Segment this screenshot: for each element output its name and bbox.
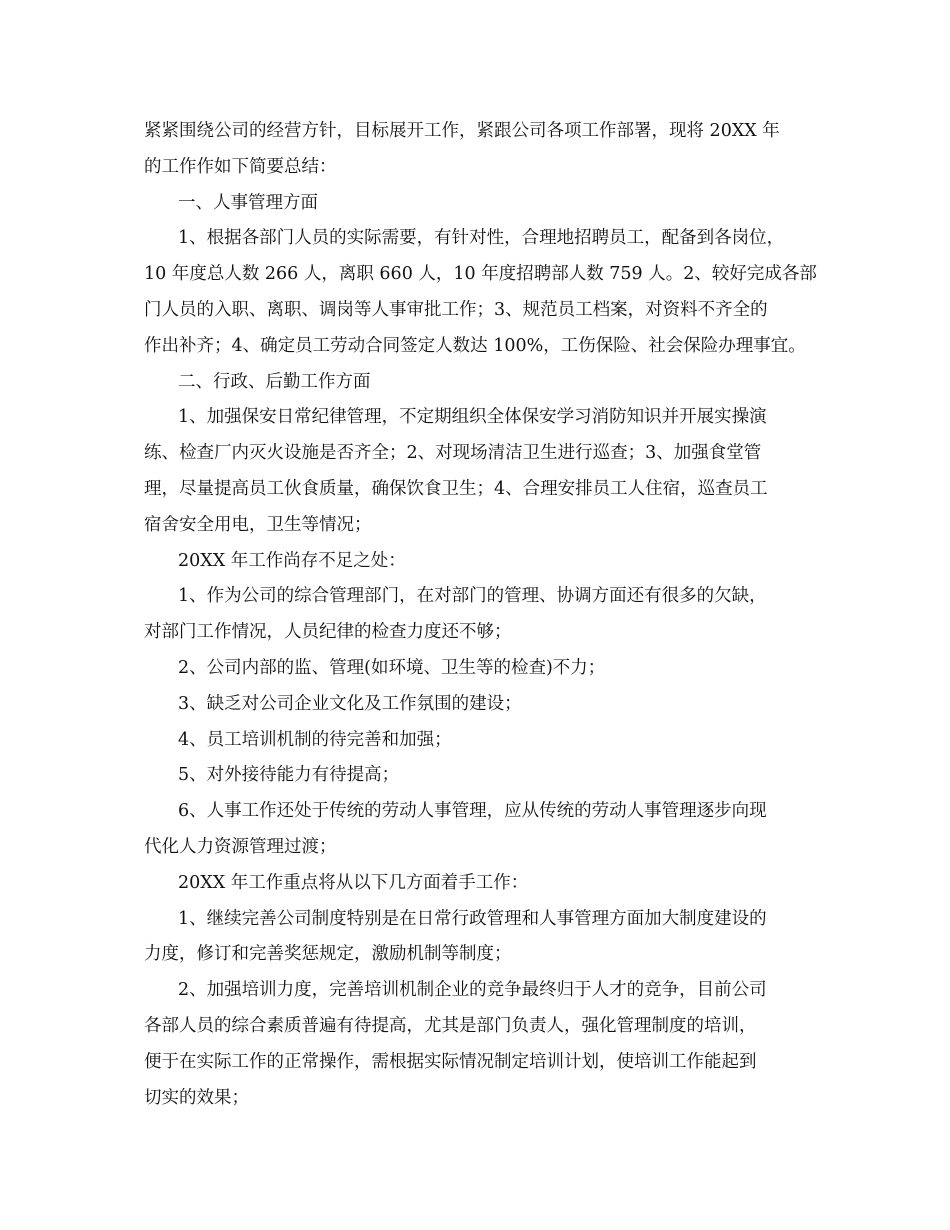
text-line: 二、行政、后勤工作方面: [178, 371, 371, 392]
text-line: 的工作作如下简要总结：: [144, 156, 337, 177]
text-line: 理，尽量提高员工伙食质量，确保饮食卫生；4、合理安排员工人住宿，巡查员工: [144, 478, 768, 499]
text-line: 紧紧围绕公司的经营方针，目标展开工作，紧跟公司各项工作部署，现将 20XX 年: [144, 121, 780, 141]
text-line: 便于在实际工作的正常操作，需根据实际情况制定培训计划，使培训工作能起到: [144, 1051, 757, 1072]
text-line: 4、员工培训机制的待完善和加强；: [178, 729, 452, 750]
text-line: 20XX 年工作尚存不足之处：: [178, 550, 406, 571]
text-line: 1、作为公司的综合管理部门，在对部门的管理、协调方面还有很多的欠缺，: [178, 586, 767, 607]
text-line: 2、公司内部的监、管理(如环境、卫生等的检查)不力；: [178, 657, 606, 678]
text-line: 作出补齐；4、确定员工劳动合同签定人数达 100%，工伤保险、社会保险办理事宜。: [144, 335, 806, 356]
text-line: 切实的效果；: [144, 1087, 249, 1108]
text-line: 力度，修订和完善奖惩规定，激励机制等制度；: [144, 944, 512, 965]
text-line: 练、检查厂内灭火设施是否齐全；2、对现场清洁卫生进行巡查；3、加强食堂管: [144, 443, 762, 464]
text-line: 1、加强保安日常纪律管理，不定期组织全体保安学习消防知识并开展实操演: [178, 407, 767, 428]
text-line: 一、人事管理方面: [178, 192, 318, 213]
text-line: 门人员的入职、离职、调岗等人事审批工作；3、规范员工档案，对资料不齐全的: [144, 299, 768, 320]
text-line: 1、根据各部门人员的实际需要，有针对性，合理地招聘员工，配备到各岗位，: [178, 228, 785, 249]
text-line: 2、加强培训力度，完善培训机制企业的竞争最终归于人才的竞争，目前公司: [178, 980, 767, 1001]
text-line: 代化人力资源管理过渡；: [144, 836, 337, 857]
text-line: 1、继续完善公司制度特别是在日常行政管理和人事管理方面加大制度建设的: [178, 908, 767, 929]
text-line: 20XX 年工作重点将从以下几方面着手工作：: [178, 872, 529, 893]
text-line: 各部人员的综合素质普遍有待提高，尤其是部门负责人，强化管理制度的培训，: [144, 1015, 757, 1036]
text-line: 宿舍安全用电，卫生等情况；: [144, 514, 372, 535]
text-line: 5、对外接待能力有待提高；: [178, 765, 400, 786]
text-line: 3、缺乏对公司企业文化及工作氛围的建设；: [178, 693, 522, 714]
text-line: 对部门工作情况，人员纪律的检查力度还不够；: [144, 622, 512, 643]
text-line: 6、人事工作还处于传统的劳动人事管理，应从传统的劳动人事管理逐步向现: [178, 801, 767, 822]
text-line: 10 年度总人数 266 人，离职 660 人，10 年度招聘部人数 759 人。2、较好完成各部: [144, 264, 817, 285]
document-body: [144, 114, 824, 1116]
